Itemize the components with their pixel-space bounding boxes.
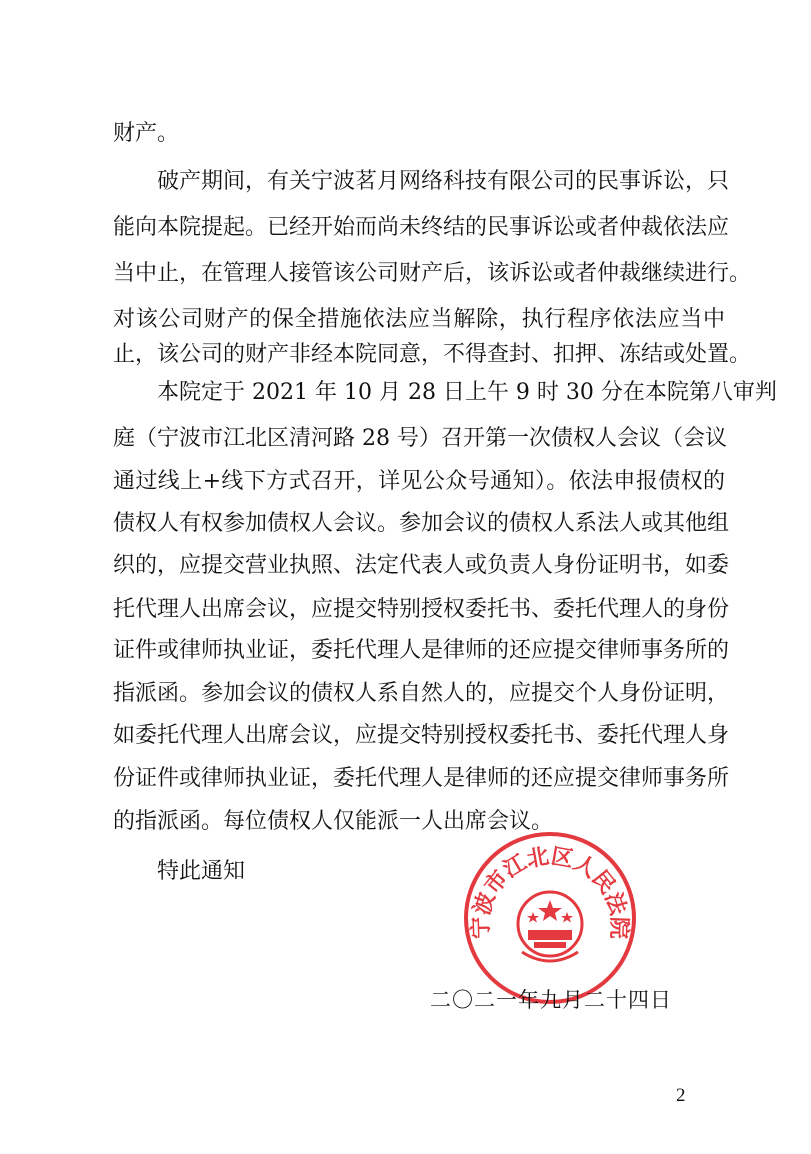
seal-text: 宁波市江北区人民法院: [468, 844, 632, 940]
paragraph-line: 份证件或律师执业证，委托代理人是律师的还应提交律师事务所: [113, 766, 730, 791]
paragraph-line: 财产。: [113, 121, 180, 146]
national-emblem-icon: [518, 892, 582, 961]
closing-line: 特此通知: [157, 859, 246, 884]
paragraph-line: 破产期间，有关宁波茗月网络科技有限公司的民事诉讼，只: [157, 169, 730, 194]
paragraph-line: 债权人有权参加债权人会议。参加会议的债权人系法人或其他组: [113, 511, 730, 536]
paragraph-line: 织的，应提交营业执照、法定代表人或负责人身份证明书，如委: [113, 553, 730, 578]
page-number: 2: [676, 1085, 686, 1106]
paragraph-line: 的指派函。每位债权人仅能派一人出席会议。: [113, 809, 554, 834]
paragraph-line: 指派函。参加会议的债权人系自然人的，应提交个人身份证明，: [113, 681, 730, 706]
paragraph-line: 托代理人出席会议，应提交特别授权委托书、委托代理人的身份: [113, 597, 730, 622]
court-seal-stamp: [462, 830, 638, 1006]
paragraph-line: 当中止，在管理人接管该公司财产后，该诉讼或者仲裁继续进行。: [113, 261, 752, 286]
paragraph-line: 对该公司财产的保全措施依法应当解除，执行程序依法应当中: [113, 307, 725, 332]
paragraph-line: 能向本院提起。已经开始而尚未终结的民事诉讼或者仲裁依法应: [113, 215, 730, 240]
paragraph-line: 本院定于 2021 年 10 月 28 日上午 9 时 30 分在本院第八审判: [157, 380, 777, 405]
paragraph-line: 如委托代理人出席会议，应提交特别授权委托书、委托代理人身: [113, 723, 730, 748]
document-date: 二〇二一年九月二十四日: [430, 988, 672, 1012]
paragraph-line: 通过线上+线下方式召开，详见公众号通知）。依法申报债权的: [113, 469, 725, 494]
paragraph-line: 证件或律师执业证，委托代理人是律师的还应提交律师事务所的: [113, 638, 730, 663]
paragraph-line: 止，该公司的财产非经本院同意，不得查封、扣押、冻结或处置。: [113, 342, 752, 367]
paragraph-line: 庭（宁波市江北区清河路 28 号）召开第一次债权人会议（会议: [113, 426, 727, 451]
